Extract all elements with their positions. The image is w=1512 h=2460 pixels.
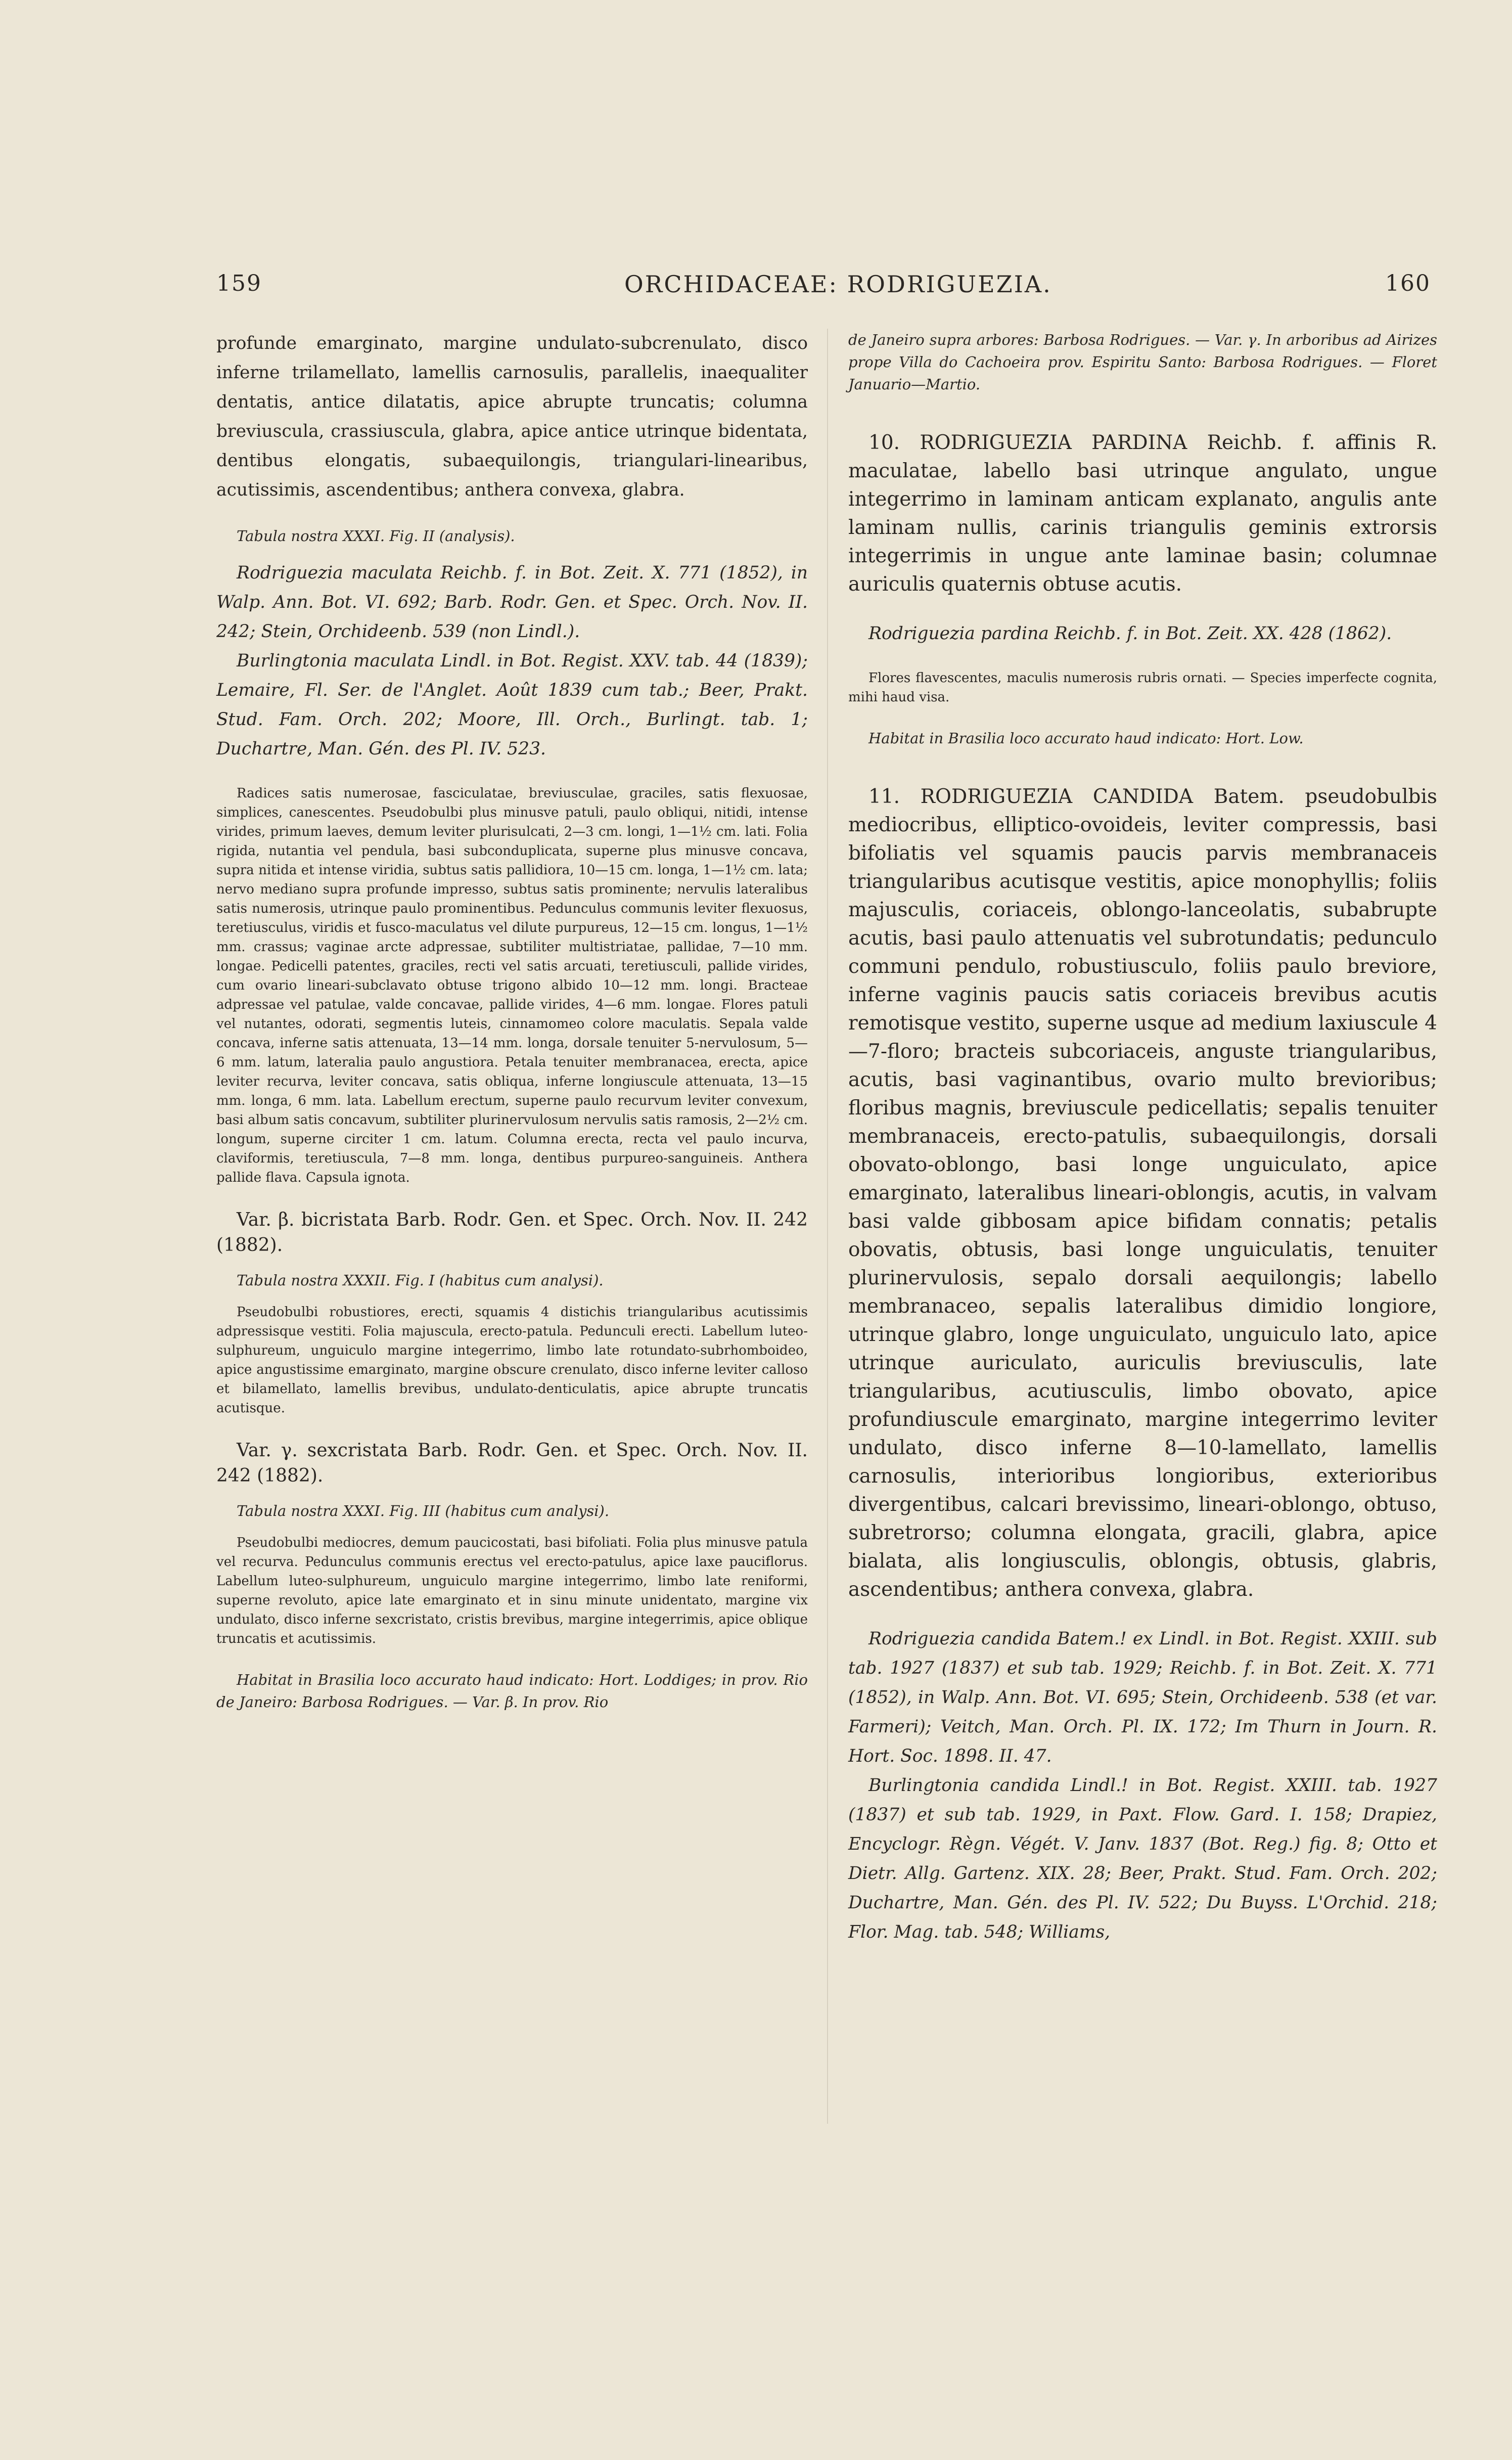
variety-beta-description: Pseudobulbi robustiores, erecti, squamis 4 distichis triangularibus acutissimis adpressisque vestiti. Folia majuscula, erecto-patula. Pedunculi erecti. Labellum luteo-sulphureum, unguiculo margine integerrimo, limbo late rotundato-subrhomboideo, apice angustissime emarginato, margine obscure crenulato, disco inferne leviter calloso et bilamellato, lamellis brevibus, undulato-denticulatis, apice abrupte truncatis acutisque. [216,1305,808,1416]
running-title: ORCHIDACEAE: RODRIGUEZIA. [624,271,1052,298]
species-10-diagnosis: 10. RODRIGUEZIA PARDINA Reichb. f. affinis R. maculatae, labello basi utrinque angulato, ungue integerrimo in laminam anticam explanato, angulis ante laminam nullis, carinis triangulis geminis extrorsis integerrimis in ungue ante laminae basin; columnae auriculis quaternis obtuse acutis. [848,431,1437,596]
habitat: Habitat in Brasilia loco accurato haud indicato: Hort. Loddiges; in prov. Rio de Janeiro: Barbosa Rodrigues. — Var. β. In prov. Rio [216,1671,808,1711]
species-11-synonymy-burlingtonia: Burlingtonia candida Lindl.! in Bot. Regist. XXIII. tab. 1927 (1837) et sub tab. 1929, in Paxt. Flow. Gard. I. 158; Drapiez, Encyclogr. Règn. Végét. V. Janv. 1837 (Bot. Reg.) fig. 8; Otto et Dietr. Allg. Gartenz. XIX. 28; Beer, Prakt. Stud. Fam. Orch. 202; Duchartre, Man. Gén. des Pl. IV. 522; Du Buyss. L'Orchid. 218; Flor. Mag. tab. 548; Williams, [848,1775,1437,1942]
plate-reference: Tabula nostra XXXI. Fig. II (analysis). [237,527,515,545]
synonymy-rodriguezia: Rodriguezia maculata Reichb. f. in Bot. Zeit. X. 771 (1852), in Walp. Ann. Bot. VI. 692; Barb. Rodr. Gen. et Spec. Orch. Nov. II. 242; Stein, Orchideenb. 539 (non Lindl.). [216,563,808,642]
species-11-diagnosis: 11. RODRIGUEZIA CANDIDA Batem. pseudobulbis mediocribus, elliptico-ovoideis, leviter compressis, basi bifoliatis vel squamis paucis parvis membranaceis triangularibus acutisque vestitis, apice monophyllis; foliis majusculis, coriaceis, oblongo-lanceolatis, subabrupte acutis, basi paulo attenuatis vel subrotundatis; pedunculo communi pendulo, robustiusculo, foliis paulo breviore, inferne vaginis paucis satis coriaceis brevibus acutis remotisque vestito, superne usque ad medium laxiuscule 4—7-floro; bracteis subcoriaceis, anguste triangularibus, acutis, basi vaginantibus, ovario multo brevioribus; floribus magnis, breviuscule pedicellatis; sepalis tenuiter membranaceis, erecto-patulis, subaequilongis, dorsali obovato-oblongo, basi longe unguiculato, apice emarginato, lateralibus lineari-oblongis, acutis, in valvam basi valde gibbosam apice bifidam connatis; petalis obovatis, obtusis, basi longe unguiculatis, tenuiter plurinervulosis, sepalo dorsali aequilongis; labello membranaceo, sepalis lateralibus dimidio longiore, utrinque glabro, longe unguiculato, unguiculo lato, apice utrinque auriculato, auriculis breviusculis, late triangularibus, acutiusculis, limbo obovato, apice profundiuscule emarginato, margine integerrimo leviter undulato, disco inferne 8—10-lamellato, lamellis carnosulis, interioribus longioribus, exterioribus divergentibus, calcari brevissimo, lineari-oblongo, obtuso, subretrorso; columna elongata, gracili, glabra, apice bialata, alis longiusculis, oblongis, obtusis, glabris, ascendentibus; anthera convexa, glabra. [848,785,1437,1601]
detailed-description: Radices satis numerosae, fasciculatae, breviusculae, graciles, satis flexuosae, simplices, canescentes. Pseudobulbi plus minusve patuli, paulo obliqui, nitidi, intense virides, primum laeves, demum leviter plurisulcati, 2—3 cm. longi, 1—1½ cm. lati. Folia rigida, nutantia vel pendula, basi subconduplicata, superne plus minusve concava, supra nitida et intense viridia, subtus satis pallidiora, 10—15 cm. longa, 1—1½ cm. lata; nervo mediano supra profunde impresso, subtus satis prominente; nervulis lateralibus satis numerosis, utrinque paulo prominentibus. Pedunculus communis leviter flexuosus, teretiusculus, viridis et fusco-maculatus vel dilute purpureus, 12—15 cm. longus, 1—1½ mm. crassus; vaginae arcte adpressae, subtiliter multistriatae, pallidae, 7—10 mm. longae. Pedicelli patentes, graciles, recti vel satis arcuati, teretiusculi, pallide virides, cum ovario lineari-subclavato obtuse trigono albido 10—12 mm. longi. Bracteae adpressae vel patulae, valde concavae, pallide virides, 4—6 mm. longae. Flores patuli vel nutantes, odorati, segmentis luteis, cinnamomeo colore maculatis. Sepala valde concava, inferne satis attenuata, 13—14 mm. longa, dorsale tenuiter 5-nervulosum, 5—6 mm. latum, lateralia paulo angustiora. Petala tenuiter membranacea, erecta, apice leviter recurva, leviter concava, satis obliqua, inferne longiuscule attenuata, 13—15 mm. longa, 6 mm. lata. Labellum erectum, superne paulo recurvum leviter convexum, basi album satis concavum, subtiliter plurinervulosum nervulis satis ramosis, 2—2½ cm. longum, superne circiter 1 cm. latum. Columna erecta, recta vel paulo incurva, claviformis, teretiuscula, 7—8 mm. longa, dentibus purpureo-sanguineis. Anthera pallide flava. Capsula ignota. [216,786,808,1185]
page-number-left: 159 [216,271,262,296]
plate-reference: Tabula nostra XXXI. Fig. III (habitus cum analysi). [237,1502,610,1519]
left-column [216,329,808,1713]
species-11-synonymy-rodriguezia: Rodriguezia candida Batem.! ex Lindl. in Bot. Regist. XXIII. sub tab. 1927 (1837) et sub tab. 1929; Reichb. f. in Bot. Zeit. X. 771 (1852), in Walp. Ann. Bot. VI. 695; Stein, Orchideenb. 538 (et var. Farmeri); Veitch, Man. Orch. Pl. IX. 172; Im Thurn in Journ. R. Hort. Soc. 1898. II. 47. [848,1629,1437,1766]
variety-gamma-heading: Var. γ. sexcristata Barb. Rodr. Gen. et Spec. Orch. Nov. II. 242 (1882). [216,1440,808,1486]
variety-beta-heading: Var. β. bicristata Barb. Rodr. Gen. et Spec. Orch. Nov. II. 242 (1882). [216,1210,808,1256]
synonymy-burlingtonia: Burlingtonia maculata Lindl. in Bot. Regist. XXV. tab. 44 (1839); Lemaire, Fl. Ser. de l'Anglet. Août 1839 cum tab.; Beer, Prakt. Stud. Fam. Orch. 202; Moore, Ill. Orch., Burlingt. tab. 1; Duchartre, Man. Gén. des Pl. IV. 523. [216,651,808,759]
plate-reference: Tabula nostra XXXII. Fig. I (habitus cum analysi). [237,1272,604,1289]
right-column [848,329,1437,1947]
species-10-description: Flores flavescentes, maculis numerosis rubris ornati. — Species imperfecte cognita, mihi haud visa. [848,670,1437,705]
column-divider [827,329,828,2124]
page-number-right: 160 [1385,271,1431,296]
variety-gamma-description: Pseudobulbi mediocres, demum paucicostati, basi bifoliati. Folia plus minusve patula vel recurva. Pedunculus communis erectus vel erecto-patulus, apice laxe pauciflorus. Labellum luteo-sulphureum, unguiculo margine integerrimo, limbo late reniformi, superne revoluto, apice late emarginato et in sinu minute unidentato, margine vix undulato, disco inferne sexcristato, cristis brevibus, margine integerrimis, apice oblique truncatis et acutissimis. [216,1535,808,1646]
species-10-synonymy: Rodriguezia pardina Reichb. f. in Bot. Zeit. XX. 428 (1862). [868,623,1392,644]
species-10-habitat: Habitat in Brasilia loco accurato haud indicato: Hort. Low. [868,730,1304,747]
description-continuation: profunde emarginato, margine undulato-subcrenulato, disco inferne trilamellato, lamellis carnosulis, parallelis, inaequaliter dentatis, antice dilatatis, apice abrupte truncatis; columna breviuscula, crassiuscula, glabra, apice antice utrinque bidentata, dentibus elongatis, subaequilongis, triangulari-linearibus, acutissimis, ascendentibus; anthera convexa, glabra. [216,333,808,500]
habitat-continuation: de Janeiro supra arbores: Barbosa Rodrigues. — Var. γ. In arboribus ad Airizes prope Villa do Cachoeira prov. Espiritu Santo: Barbosa Rodrigues. — Floret Januario—Martio. [848,331,1437,393]
